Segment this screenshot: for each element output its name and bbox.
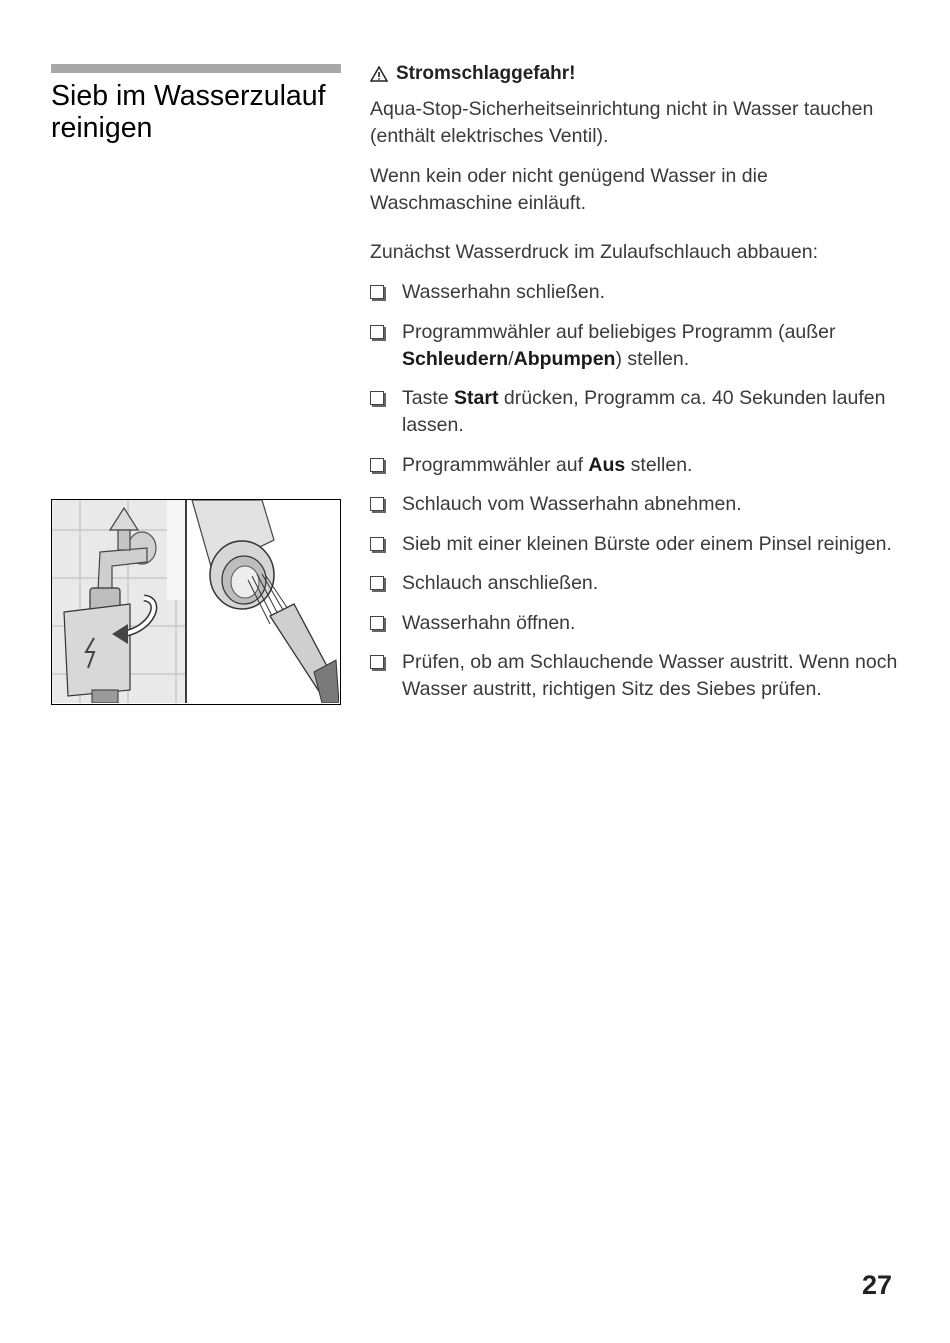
step-keyword: Start xyxy=(454,387,499,409)
warning-triangle-icon xyxy=(370,66,388,82)
step-text xyxy=(402,319,910,373)
warning-heading-text: Stromschlaggefahr! xyxy=(396,63,576,84)
step-item xyxy=(370,610,910,637)
step-text xyxy=(402,385,910,439)
warning-heading xyxy=(370,60,910,87)
step-text-part: Taste xyxy=(402,387,455,409)
step-keyword: Aus xyxy=(588,453,626,476)
step-text xyxy=(402,531,892,558)
checkbox-icon xyxy=(370,655,384,669)
step-text-part: / xyxy=(508,347,514,370)
step-text-part: Programmwähler auf xyxy=(402,453,589,476)
section-title: Sieb im Wasserzulauf reinigen xyxy=(51,80,326,144)
step-text-part: Programmwähler auf beliebiges Programm (außer xyxy=(402,320,836,343)
step-text-part: Schlauch vom Wasserhahn abnehmen. xyxy=(402,493,742,515)
faucet-filter-illustration xyxy=(51,499,341,705)
step-text-part: Prüfen, ob am Schlauchende Wasser austritt. Wenn noch Wasser austritt, richtigen Sitz des Siebes prüfen. xyxy=(402,651,898,700)
step-text xyxy=(402,452,692,479)
step-text xyxy=(402,491,742,518)
step-text xyxy=(402,279,605,306)
step-item xyxy=(370,279,910,306)
page-number: 27 xyxy=(861,1270,892,1300)
step-item xyxy=(370,319,910,373)
step-keyword: Schleudern xyxy=(402,347,509,370)
step-text-part: Wasserhahn öffnen. xyxy=(402,611,576,634)
step-text-part: stellen. xyxy=(625,453,693,476)
step-item xyxy=(370,452,910,479)
step-text-part: drücken, Programm ca. 40 Sekunden laufen lassen. xyxy=(402,387,886,436)
section-rule xyxy=(51,64,341,73)
step-item xyxy=(370,531,910,558)
checkbox-icon xyxy=(370,537,384,551)
checkbox-icon xyxy=(370,325,384,339)
intro-text: Zunächst Wasserdruck im Zulaufschlauch abbauen: xyxy=(370,241,818,263)
step-item xyxy=(370,649,910,703)
checkbox-icon xyxy=(370,391,384,405)
checkbox-icon xyxy=(370,285,384,299)
step-item xyxy=(370,385,910,439)
step-item xyxy=(370,570,910,597)
condition-text: Wenn kein oder nicht genügend Wasser in die Waschmaschine einläuft. xyxy=(370,165,768,214)
step-keyword: Abpumpen xyxy=(513,347,616,370)
step-text xyxy=(402,649,910,703)
instructions-column xyxy=(370,60,910,716)
checkbox-icon xyxy=(370,616,384,630)
checkbox-icon xyxy=(370,576,384,590)
checkbox-icon xyxy=(370,497,384,511)
checkbox-icon xyxy=(370,458,384,472)
warning-text: Aqua-Stop-Sicherheitseinrichtung nicht in Wasser tauchen (enthält elektrisches Ventil). xyxy=(370,98,874,147)
step-text-part: Schlauch anschließen. xyxy=(402,572,599,594)
step-text xyxy=(402,570,598,597)
step-text-part: Wasserhahn schließen. xyxy=(402,281,606,303)
step-text-part: Sieb mit einer kleinen Bürste oder einem Pinsel reinigen. xyxy=(402,532,892,555)
step-text-part: ) stellen. xyxy=(615,347,690,370)
step-text xyxy=(402,610,575,637)
step-item xyxy=(370,491,910,518)
steps-list xyxy=(370,279,910,703)
